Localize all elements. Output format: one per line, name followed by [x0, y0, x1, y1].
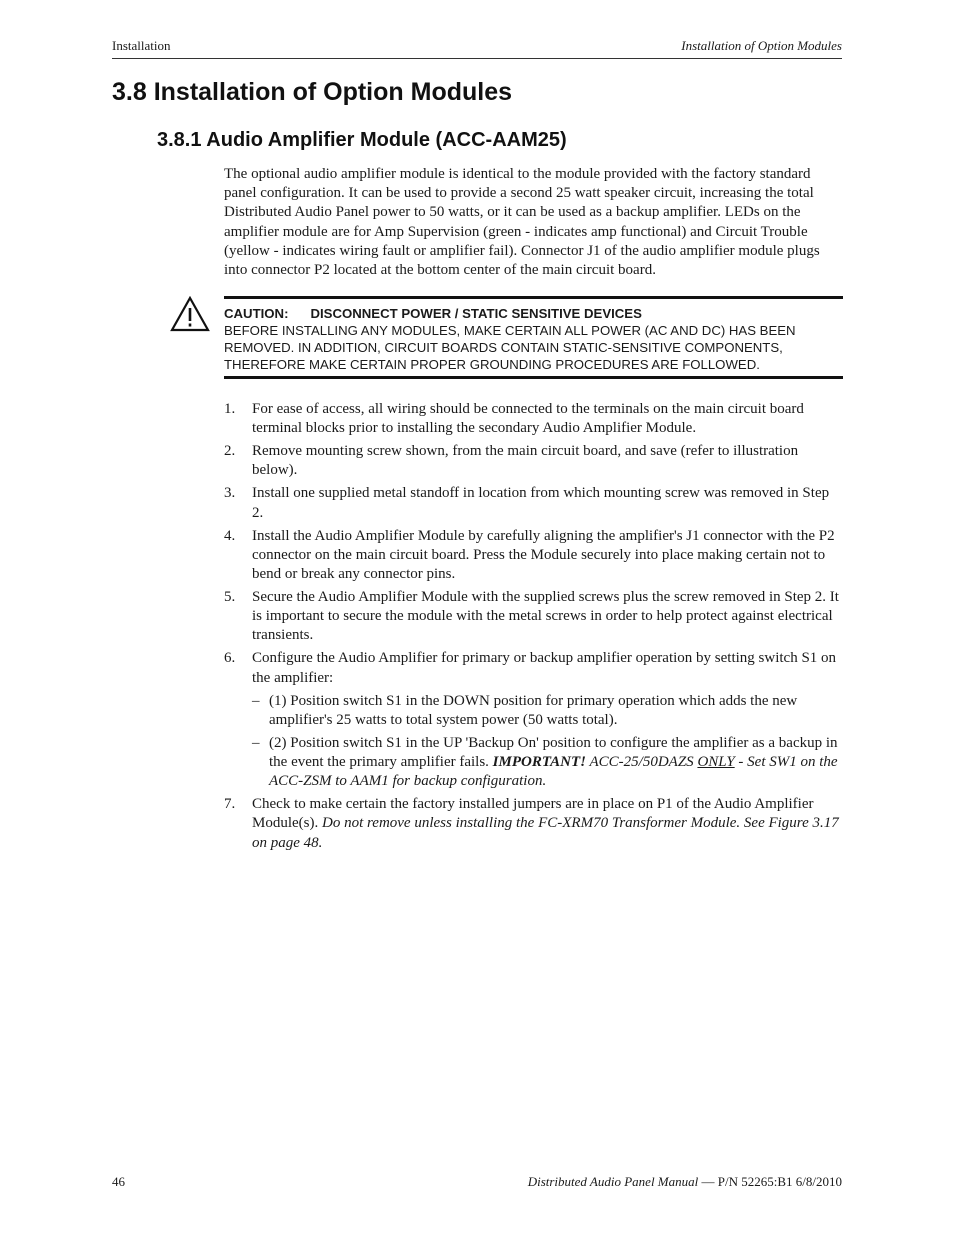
list-item	[224, 588, 842, 646]
footer-document-info	[528, 1174, 842, 1190]
important-note-a: ACC-25/50DAZS	[586, 754, 698, 771]
running-header	[112, 38, 842, 59]
step-text: Install one supplied metal standoff in location from which mounting screw was removed in Step 2.	[252, 485, 830, 521]
list-item	[224, 442, 842, 480]
intro-paragraph: The optional audio amplifier module is identical to the module provided with the factory standard panel configuration. It can be used to provide a second 25 watt speaker circuit, increasing the total Distributed Audio Panel power to 50 watts, or it can be used as a backup amplifier. LEDs on the amplifier module are for Amp Supervision (green - indicates amp functional) and Circuit Trouble (yellow - indicates wiring fault or amplifier fail). Connector J1 of the audio amplifier module plugs into connector P2 located at the bottom center of the main circuit board.	[224, 166, 820, 279]
important-note-only: ONLY	[697, 754, 735, 771]
step-text: For ease of access, all wiring should be connected to the terminals on the main circuit board terminal blocks prior to installing the secondary Audio Amplifier Module.	[252, 401, 804, 437]
sub-list-item	[252, 734, 842, 792]
header-chapter: Installation	[112, 38, 171, 53]
page-footer	[112, 1174, 842, 1192]
step-number: 7.	[224, 796, 236, 813]
warning-triangle-icon	[170, 296, 210, 332]
sub-item-text: (2) Position switch S1 in the UP 'Backup On' position to configure the amplifier as a backup in the event the primary amplifier fails.	[269, 734, 838, 771]
caution-box	[224, 296, 843, 379]
step-number: 4.	[224, 527, 236, 544]
section-title: 3.8 Installation of Option Modules	[112, 78, 513, 106]
step-text: Remove mounting screw shown, from the main circuit board, and save (refer to illustration below).	[252, 443, 799, 479]
dash-bullet: –	[252, 734, 260, 751]
step-number: 3.	[224, 485, 236, 502]
header-section: Installation of Option Modules	[681, 38, 842, 53]
sub-list-item	[252, 692, 842, 730]
step-number: 1.	[224, 401, 236, 417]
installation-steps	[224, 400, 842, 857]
list-item	[224, 649, 842, 791]
step-note: Do not remove unless installing the FC-XRM70 Transformer Module. See Figure 3.17 on page 48.	[252, 815, 839, 851]
step-number: 6.	[224, 650, 236, 667]
caution-heading: DISCONNECT POWER / STATIC SENSITIVE DEVICES	[310, 306, 642, 321]
caution-title	[224, 299, 843, 322]
step-number: 5.	[224, 589, 236, 606]
page-number: 46	[112, 1174, 125, 1189]
part-number: — P/N 52265:B1 6/8/2010	[698, 1174, 842, 1189]
subsection-title: 3.8.1 Audio Amplifier Module (ACC-AAM25)	[157, 129, 567, 151]
important-label: IMPORTANT!	[492, 754, 587, 771]
dash-bullet: –	[252, 692, 260, 709]
switch-options	[252, 692, 842, 792]
caution-text: BEFORE INSTALLING ANY MODULES, MAKE CERTAIN ALL POWER (AC AND DC) HAS BEEN REMOVED. IN ADDITION, CIRCUIT BOARDS CONTAIN STATIC-SENSITIVE COMPONENTS, THEREFORE MAKE CERTAIN PROPER GROUNDING PROCEDURES ARE FOLLOWED.	[224, 323, 796, 372]
step-text: Configure the Audio Amplifier for primary or backup amplifier operation by setting switch S1 on the amplifier:	[252, 650, 837, 686]
list-item	[224, 795, 842, 853]
step-text: Secure the Audio Amplifier Module with the supplied screws plus the screw removed in Step 2. It is important to secure the module with the metal screws in order to help protect against electrical transients.	[252, 589, 839, 644]
caution-label: CAUTION:	[224, 306, 289, 321]
manual-title: Distributed Audio Panel Manual	[527, 1174, 699, 1189]
step-text: Install the Audio Amplifier Module by carefully aligning the amplifier's J1 connector with the P2 connector on the main circuit board. Press the Module securely into place making certain not to bend or break any connector pins.	[252, 527, 835, 583]
step-number: 2.	[224, 443, 236, 460]
step-text: Check to make certain the factory installed jumpers are in place on P1 of the Audio Amplifier Module(s).	[252, 796, 814, 832]
important-note-b: - Set SW1 on the ACC-ZSM to AAM1 for backup configuration.	[269, 754, 838, 790]
list-item	[224, 484, 842, 522]
list-item	[224, 400, 842, 438]
list-item	[224, 527, 842, 585]
sub-item-text: (1) Position switch S1 in the DOWN position for primary operation which adds the new amplifier's 25 watts to total system power (50 watts total).	[269, 692, 798, 728]
